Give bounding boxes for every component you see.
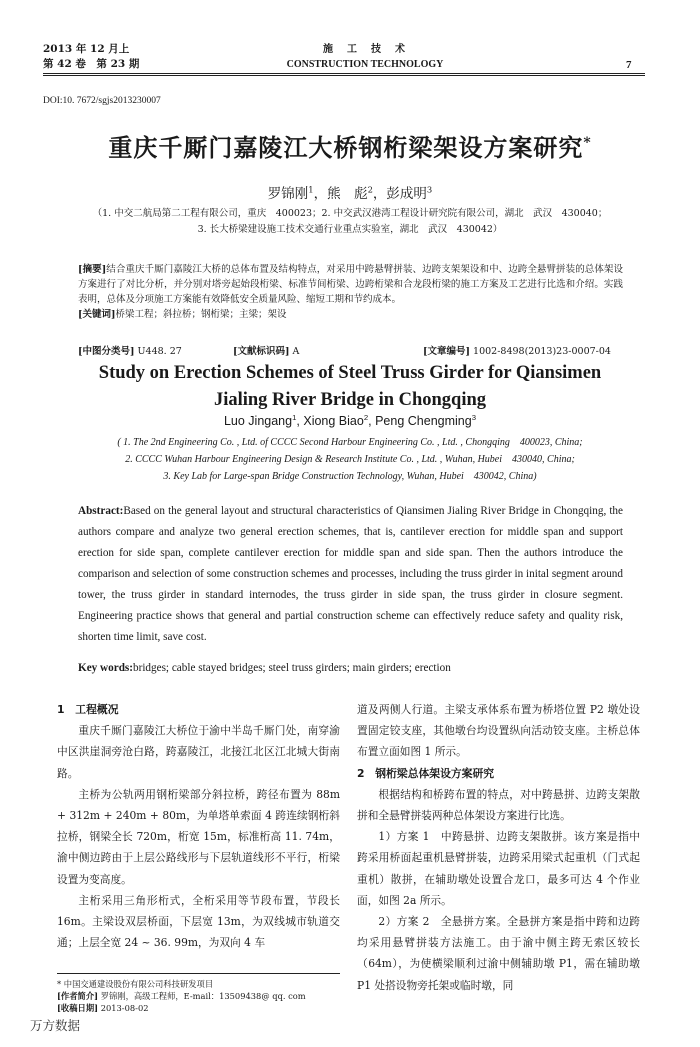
header-rule (43, 73, 645, 74)
affiliation-cn-2: 3. 长大桥梁建设施工技术交通行业重点实验室，湖北 武汉 430042） (197, 224, 503, 235)
doi: DOI:10. 7672/sgjs2013230007 (43, 96, 161, 106)
affiliation-en-3: 3. Key Lab for Large-span Bridge Construction Technology, Wuhan, Hubei 430042, China) (163, 471, 537, 482)
received-date: [收稿日期] 2013-08-02 (57, 1003, 149, 1013)
paragraph: 重庆千厮门嘉陵江大桥位于渝中半岛千厮门处，南穿渝中区洪崖洞旁沧白路，跨嘉陵江，北接江北区江北城大街南路。 (57, 724, 340, 780)
paragraph: 1）方案 1 中跨悬拼、边跨支架散拼。该方案是指中跨采用桥面起重机悬臂拼装，边跨采用梁式起重机（门式起重机）散拼，在辅助墩处设置合龙口，最多可达 4 个作业面，如图 2a 所示。 (357, 830, 640, 907)
paragraph: 道及两侧人行道。主梁支承体系布置为桥塔位置 P2 墩处设置固定铰支座，其他墩台均设置纵向活动铰支座。主桥总体布置立面如图 1 所示。 (357, 703, 640, 759)
affiliation-en-2: 2. CCCC Wuhan Harbour Engineering Design & Research Institute Co. , Ltd. , Wuhan, Hubei 430040, China; (125, 454, 575, 465)
abstract-en-label: Abstract: (78, 505, 124, 517)
affiliation-cn-1: （1. 中交二航局第二工程有限公司，重庆 400023；2. 中交武汉港湾工程设计研究院有限公司，湖北 武汉 430040； (92, 208, 608, 219)
article-number: 1002-8498(2013)23-0007-04 (473, 346, 611, 357)
keywords-cn: 桥梁工程；斜拉桥；钢桁梁；主梁；架设 (115, 309, 287, 320)
fund-note: * 中国交通建设股份有限公司科技研发项目 (57, 979, 214, 989)
author-cn: 罗锦刚 (267, 186, 309, 202)
clc-number: U448. 27 (137, 346, 182, 357)
author-cn: 熊 彪 (327, 186, 368, 202)
authors-cn: 罗锦刚$^1$，熊 彪$^2$，彭成明$^3$ (267, 184, 433, 202)
body-right-column (357, 699, 640, 996)
page-number: 7 (626, 59, 632, 71)
paragraph: 主桥为公轨两用钢桁梁部分斜拉桥，跨径布置为 88m + 312m + 240m + 80m，为单塔单索面 4 跨连续钢桁斜拉桥，钢梁全长 720m，桁宽 15m，标准桁高 11. 74m，渝中侧边跨由于上层公路线形与下层轨道线形不平行，桁梁设置为变高度。 (57, 787, 340, 886)
author-cn: 彭成明 (386, 186, 427, 202)
keywords-en: Key words:bridges; cable stayed bridges; steel truss girders; main girders; erection (78, 662, 451, 674)
body-left-column (57, 699, 340, 953)
abstract-en: Abstract:Based on the general layout and structural characteristics of Qiansimen Jialing River Bridge in Chongqing, the authors compare and analyze two general erection schemes, that is, cantilever erection for middle span and support erection for side span, complete cantilever erection for middle span and side span. Then the authors introduce the comparison and selection of some construction schemes and processes, including the truss girder in inital segment around tower, the truss girder in standard internodes, the truss girder in side span, the truss girder in closure segment. Engineering practice shows that general and partial construction scheme can effectively reduce safety and quality risk, shorten time limit, save cost. (78, 505, 623, 643)
abstract-cn: [摘要]结合重庆千厮门嘉陵江大桥的总体布置及结构特点，对采用中跨悬臂拼装、边跨支架架设和中、边跨全悬臂拼装的总体架设方案进行了对比分析，并分别对塔旁起始段桁梁、标准节间桁梁、边跨桁梁和合龙段桁梁的施工方案及工艺进行比选和介绍。实践表明，总体及分项施工方案能有效降低安全质量风险、缩短工期和节约成本。 [关键词]桥梁工程；斜拉桥；钢桁梁；主梁；架设 (78, 264, 623, 320)
paragraph: 根据结构和桥跨布置的特点，对中跨悬拼、边跨支架散拼和全悬臂拼装两种总体架设方案进行比选。 (357, 787, 640, 823)
header-journal-en: CONSTRUCTION TECHNOLOGY (286, 59, 444, 70)
author-bio: [作者简介] 罗锦刚，高级工程师，E-mail：13509438@ qq. com (57, 991, 306, 1001)
header-volume: 第 42 卷 第 23 期 (43, 58, 140, 70)
paragraph: 主桁采用三角形桁式，全桁采用等节段布置，节段长 16m。主梁设双层桥面，下层宽 13m，为双线城市轨道交通；上层全宽 24 ~ 36. 99m，为双向 4 车 (57, 893, 340, 950)
section-1-heading: 1 工程概况 (57, 703, 119, 716)
abstract-cn-label: [摘要] (78, 264, 107, 275)
header-date: 2013 年 12 月上 (43, 43, 130, 55)
section-2-heading: 2 钢桁梁总体架设方案研究 (357, 766, 495, 780)
title-cn: 重庆千厮门嘉陵江大桥钢桁梁架设方案研究* (108, 133, 592, 162)
paragraph: 2）方案 2 全悬拼方案。全悬拼方案是指中跨和边跨均采用悬臂拼装方法施工。由于渝中侧主跨无索区较长（64m），为使横梁顺利过渝中侧辅助墩 P1，需在辅助墩 P1 处搭设物旁托架或临时墩，同 (357, 915, 640, 992)
footnote (57, 973, 340, 1014)
keywords-cn-label: [关键词] (78, 309, 116, 320)
header-rule-2 (43, 75, 645, 76)
watermark: 万方数据 (30, 1018, 81, 1033)
affiliation-en-1: ( 1. The 2nd Engineering Co. , Ltd. of CCCC Second Harbour Engineering Co. , Ltd. , Chongqing 400023, China; (117, 437, 583, 448)
title-en: Study on Erection Schemes of Steel Truss Girder for Qiansimen Jialing River Bridge in Chongqing (98, 363, 602, 410)
authors-en: Luo Jingang$^1$, Xiong Biao$^2$, Peng Chengming$^3$ (223, 412, 477, 428)
header-journal-cn: 施 工 技 术 (323, 44, 407, 55)
document-code: A (292, 346, 300, 357)
